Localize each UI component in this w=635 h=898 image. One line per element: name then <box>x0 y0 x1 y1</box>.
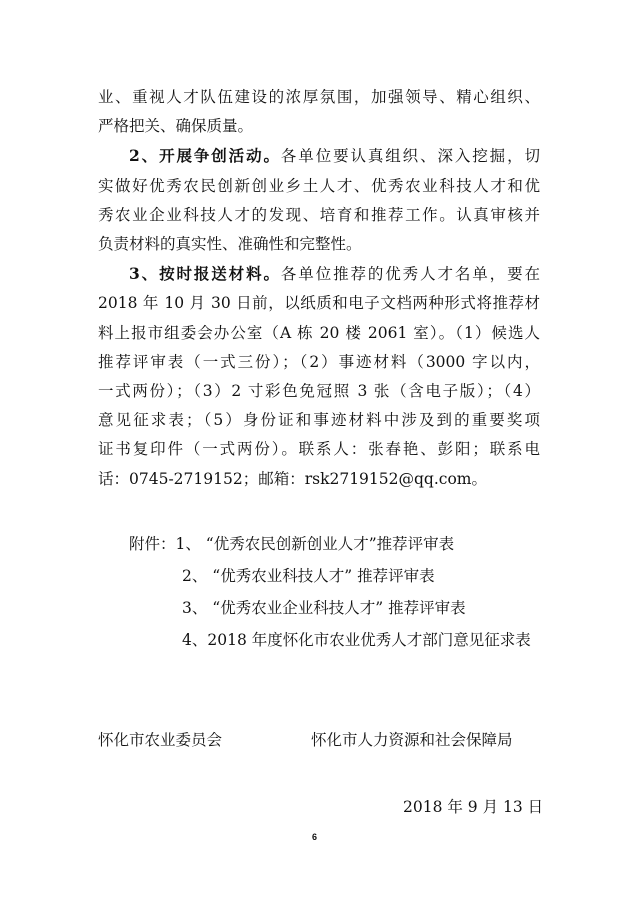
paragraph-section-2 <box>98 141 540 259</box>
text-fragment: 各单位推荐的优秀人才名单，要在 <box>280 265 540 284</box>
attachment-item: 4、2018 年度怀化市农业优秀人才部门意见征求表 <box>182 631 531 649</box>
paragraph-section-3 <box>98 259 540 494</box>
signer-agriculture-committee: 怀化市农业委员会 <box>98 731 223 749</box>
attachment-item: 3、 “优秀农业企业科技人才” 推荐评审表 <box>182 599 466 617</box>
attachment-item: 2、 “优秀农业科技人才” 推荐评审表 <box>182 567 435 585</box>
text-line: 料上报市组委会办公室（A 栋 20 楼 2061 室）。（1）候选人 <box>98 323 540 342</box>
text-line: 话：0745-2719152；邮箱：rsk2719152@qq.com。 <box>98 469 487 488</box>
text-line: 意见征求表；（5）身份证和事迹材料中涉及到的重要奖项 <box>98 411 540 430</box>
text-line: 2018 年 10 月 30 日前，以纸质和电子文档两种形式将推荐材 <box>98 294 540 313</box>
text-line: 一式两份）；（3）2 寸彩色免冠照 3 张（含电子版）；（4） <box>98 382 540 401</box>
text-fragment: 各单位要认真组织、深入挖掘，切 <box>280 147 540 166</box>
signer-hr-bureau: 怀化市人力资源和社会保障局 <box>311 731 513 749</box>
signers <box>98 728 540 758</box>
text-line <box>98 141 540 171</box>
text-line: 实做好优秀农民创新创业乡土人才、优秀农业科技人才和优 <box>98 176 540 195</box>
document-date: 2018 年 9 月 13 日 <box>403 798 544 816</box>
text-line: 推荐评审表（一式三份）；（2）事迹材料（3000 字以内， <box>98 352 540 371</box>
page-number: 6 <box>312 832 318 842</box>
attachment-title: 1、 “优秀农民创新创业人才”推荐评审表 <box>175 535 455 553</box>
body-text <box>98 83 540 494</box>
text-line: 证书复印件（一式两份）。联系人：张春艳、彭阳；联系电 <box>98 440 540 459</box>
attachments-prefix: 附件： <box>129 535 176 553</box>
section-heading: 3、按时报送材料。 <box>129 264 281 284</box>
paragraph-continuation <box>98 83 540 141</box>
text-line: 负责材料的真实性、准确性和完整性。 <box>98 235 362 254</box>
text-line: 业、重视人才队伍建设的浓厚氛围，加强领导、精心组织、 <box>98 88 540 106</box>
text-line <box>98 259 540 289</box>
text-line: 严格把关、确保质量。 <box>98 117 254 136</box>
section-heading: 2、开展争创活动。 <box>129 146 281 166</box>
attachments-list <box>129 528 531 656</box>
text-line: 秀农业企业科技人才的发现、培育和推荐工作。认真审核并 <box>98 205 540 224</box>
attachment-item <box>129 528 531 560</box>
